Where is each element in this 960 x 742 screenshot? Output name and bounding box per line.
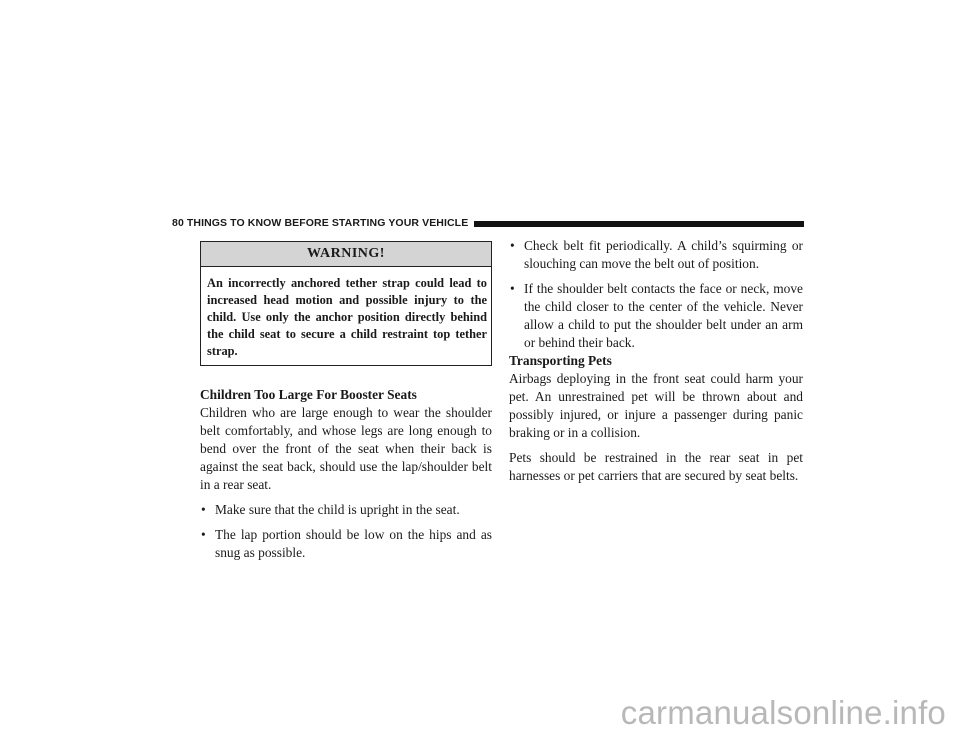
list-item: [200, 501, 492, 519]
paragraph-pets-airbags: Airbags deploying in the front seat could harm your pet. An unrestrained pet will be thrown about and possibly injured, or injure a passenger during panic braking or in a collision.: [509, 371, 803, 440]
section-heading-pets: Transporting Pets: [509, 353, 612, 368]
paragraph-pets-restraint: Pets should be restrained in the rear seat in pet harnesses or pet carriers that are secured by seat belts.: [509, 450, 803, 483]
list-item-text: Check belt fit periodically. A child’s squirming or slouching can move the belt out of position.: [524, 238, 803, 271]
list-item-text: Make sure that the child is upright in the seat.: [215, 502, 460, 517]
bullet-icon: •: [201, 502, 206, 517]
warning-title: WARNING!: [201, 242, 491, 267]
warning-text: An incorrectly anchored tether strap could lead to increased head motion and possible injury to the child. Use only the anchor position directly behind the child seat to secure a child restraint top tether strap.: [207, 276, 487, 358]
paragraph-booster: Children who are large enough to wear the shoulder belt comfortably, and whose legs are long enough to bend over the front of the seat when their back is against the seat back, should use the lap/shoulder belt in a rear seat.: [200, 405, 492, 492]
bullet-icon: •: [510, 281, 515, 296]
bullet-icon: •: [510, 238, 515, 253]
list-item: [509, 280, 803, 352]
watermark-link[interactable]: carmanualsonline.info: [620, 694, 946, 731]
list-item-text: If the shoulder belt contacts the face or neck, move the child closer to the center of the vehicle. Never allow a child to put the shoulder belt under an arm or behind their back.: [524, 281, 803, 350]
warning-box: [200, 241, 492, 366]
bullet-list-left: [200, 501, 492, 562]
bullet-list-right: [509, 237, 803, 352]
header-rule: [474, 221, 804, 227]
bullet-icon: •: [201, 527, 206, 542]
list-item-text: The lap portion should be low on the hips and as snug as possible.: [215, 527, 492, 560]
section-heading-booster: Children Too Large For Booster Seats: [200, 387, 417, 402]
list-item: [200, 526, 492, 562]
page-header: [172, 216, 804, 230]
page-title: 80 THINGS TO KNOW BEFORE STARTING YOUR VEHICLE: [172, 217, 469, 229]
left-column: [200, 241, 492, 562]
list-item: [509, 237, 803, 273]
right-column: [509, 237, 803, 485]
